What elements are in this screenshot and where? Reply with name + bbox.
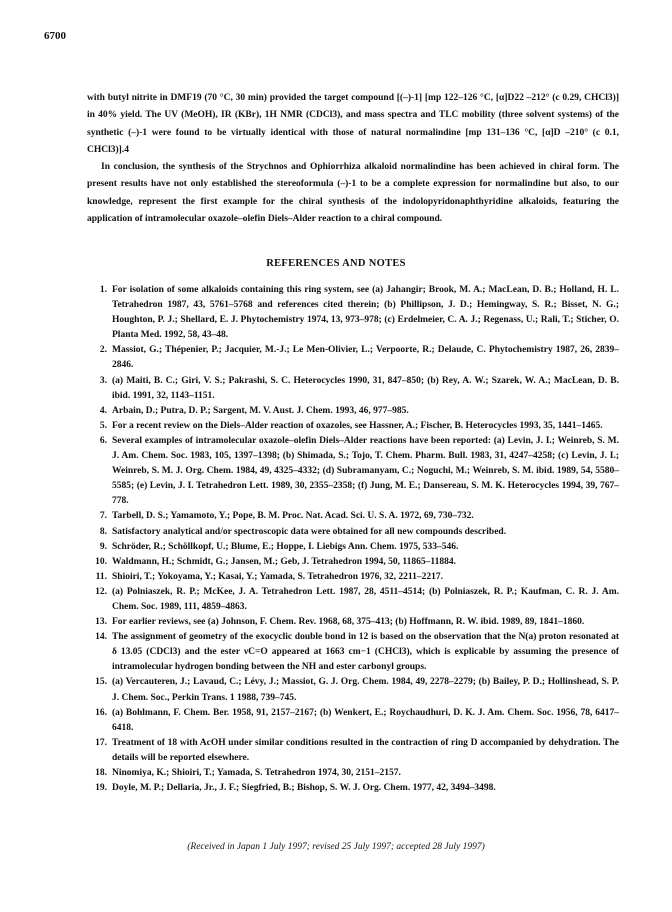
reference-text: Arbain, D.; Putra, D. P.; Sargent, M. V. Aust. J. Chem. 1993, 46, 977–985.: [112, 405, 409, 416]
reference-number: 13.: [95, 617, 107, 628]
reference-text: (a) Bohlmann, F. Chem. Ber. 1958, 91, 2157–2167; (b) Wenkert, E.; Roychaudhuri, D. K. J. Am. Chem. Soc. 1956, 78, 6417–6418.: [112, 707, 619, 733]
reference-item: [87, 374, 619, 404]
reference-number: 12.: [95, 586, 107, 597]
reference-item: [87, 736, 619, 766]
reference-item: [87, 525, 619, 540]
reference-item: [87, 404, 619, 419]
reference-item: [87, 434, 619, 509]
body-text: [87, 90, 619, 228]
reference-text: (a) Maiti, B. C.; Giri, V. S.; Pakrashi, S. C. Heterocycles 1990, 31, 847–850; (b) Rey, A. W.; Szarek, W. A.; MacLean, D. B. ibid. 1991, 32, 1143–1151.: [112, 375, 619, 401]
reference-text: (a) Vercauteren, J.; Lavaud, C.; Lévy, J.; Massiot, G. J. Org. Chem. 1984, 49, 2278–2279; (b) Bailey, P. D.; Hollinshead, S. P. J. Chem. Soc., Perkin Trans. 1 1988, 739–745.: [112, 677, 619, 703]
reference-number: 19.: [95, 783, 107, 794]
reference-number: 2.: [99, 345, 107, 356]
reference-number: 6.: [99, 435, 107, 446]
paragraph-2: In conclusion, the synthesis of the Strychnos and Ophiorrhiza alkaloid normalindine has been achieved in chiral form. The present results have not only established the stereoformula (–)-1 to be a complete expression for normalindine but also, to our knowledge, represent the first example for the chiral synthesis of the indolopyridonaphthyridine alkaloids, featuring the application of intramolecular oxazole–olefin Diels–Alder reaction to a chiral compound.: [87, 162, 619, 225]
reference-item: [87, 630, 619, 675]
references-list: [87, 283, 619, 796]
reference-text: Satisfactory analytical and/or spectroscopic data were obtained for all new compounds described.: [112, 526, 507, 537]
reference-number: 5.: [99, 420, 107, 431]
reference-text: Doyle, M. P.; Dellaria, Jr., J. F.; Siegfried, B.; Bishop, S. W. J. Org. Chem. 1977, 42, 3494–3498.: [112, 783, 496, 794]
reference-text: (a) Polniaszek, R. P.; McKee, J. A. Tetrahedron Lett. 1987, 28, 4511–4514; (b) Polniaszek, R. P.; Kaufman, C. R. J. Am. Chem. Soc. 1989, 111, 4859–4863.: [112, 586, 619, 612]
reference-text: Several examples of intramolecular oxazole–olefin Diels–Alder reactions have been reported: (a) Levin, J. I.; Weinreb, S. M. J. Am. Chem. Soc. 1983, 105, 1397–1398; (b) Shimada, S.; Tojo, T. Chem. Pharm. Bull. 1983, 31, 4247–4258; (c) Levin, J. I.; Weinreb, S. M. J. Org. Chem. 1984, 49, 4325–4332; (d) Subramanyam, C.; Noguchi, M.; Weinreb, S. M. ibid. 1989, 54, 5580–5585; (e) Levin, J. I. Tetrahedron Lett. 1989, 30, 2355–2358; (f) Jung, M. E.; Dansereau, S. M. K. Heterocycles 1994, 39, 767–778.: [112, 435, 619, 507]
reference-text: Treatment of 18 with AcOH under similar conditions resulted in the contraction of ring D accompanied by dehydration. The details will be reported elsewhere.: [112, 737, 619, 763]
reference-text: Tarbell, D. S.; Yamamoto, Y.; Pope, B. M. Proc. Nat. Acad. Sci. U. S. A. 1972, 69, 730–732.: [112, 511, 474, 522]
reference-item: [87, 585, 619, 615]
reference-number: 10.: [95, 556, 107, 567]
reference-item: [87, 509, 619, 524]
reference-item: [87, 540, 619, 555]
reference-number: 16.: [95, 707, 107, 718]
reference-number: 11.: [95, 571, 107, 582]
reference-text: Ninomiya, K.; Shioiri, T.; Yamada, S. Tetrahedron 1974, 30, 2151–2157.: [112, 768, 401, 778]
received-note: (Received in Japan 1 July 1997; revised 25 July 1997; accepted 28 July 1997): [187, 842, 485, 852]
reference-text: Waldmann, H.; Schmidt, G.; Jansen, M.; Geb, J. Tetrahedron 1994, 50, 11865–11884.: [112, 556, 456, 567]
reference-number: 1.: [99, 285, 107, 295]
reference-number: 15.: [95, 677, 107, 688]
reference-item: [87, 555, 619, 570]
reference-number: 8.: [99, 526, 107, 537]
reference-item: [87, 766, 619, 781]
reference-number: 9.: [99, 541, 107, 552]
reference-item: [87, 283, 619, 343]
reference-text: The assignment of geometry of the exocyclic double bond in 12 is based on the observation that the N(a) proton resonated at δ 13.05 (CDCl3) and the ester νC=O appeared at 1663 cm−1 (CHCl3), which is explicable by assuming the presence of intramolecular hydrogen bonding between the NH and ester carbonyl groups.: [112, 632, 619, 673]
reference-item: [87, 419, 619, 434]
reference-text: For earlier reviews, see (a) Johnson, F. Chem. Rev. 1968, 68, 375–413; (b) Hoffmann, R. W. ibid. 1989, 89, 1841–1860.: [112, 617, 585, 628]
page-number: 6700: [44, 30, 66, 42]
reference-item: [87, 706, 619, 736]
references-heading: REFERENCES AND NOTES: [266, 258, 406, 269]
reference-number: 7.: [99, 511, 107, 522]
reference-number: 17.: [95, 737, 107, 748]
reference-text: Massiot, G.; Thépenier, P.; Jacquier, M.-J.; Le Men-Olivier, L.; Verpoorte, R.; Delaude, C. Phytochemistry 1987, 26, 2839–2846.: [112, 345, 619, 371]
reference-item: [87, 781, 619, 796]
reference-item: [87, 615, 619, 630]
reference-number: 4.: [99, 405, 107, 416]
reference-text: Shioiri, T.; Yokoyama, Y.; Kasai, Y.; Yamada, S. Tetrahedron 1976, 32, 2211–2217.: [112, 571, 443, 582]
reference-item: [87, 343, 619, 373]
reference-number: 3.: [99, 375, 107, 386]
reference-text: For isolation of some alkaloids containing this ring system, see (a) Jahangir; Brook, M. A.; MacLean, D. B.; Holland, H. L. Tetrahedron 1987, 43, 5761–5768 and references cited therein; (b) Phillipson, J. D.; Hemingway, S. R.; Bisset, N. G.; Houghton, P. J.; Shellard, E. J. Phytochemistry 1974, 13, 973–978; (c) Erdelmeier, C. A. J.; Regenass, U.; Rali, T.; Sticher, O. Planta Med. 1992, 58, 43–48.: [112, 285, 619, 341]
reference-number: 18.: [95, 768, 107, 778]
paragraph-1: with butyl nitrite in DMF19 (70 °C, 30 min) provided the target compound [(–)-1] [mp 122–126 °C, [α]D22 –212° (c 0.29, CHCl3)] in 40% yield. The UV (MeOH), IR (KBr), 1H NMR (CDCl3), and mass spectra and TLC mobility (three solvent systems) of the synthetic (–)-1 were found to be virtually identical with those of natural normalindine [mp 131–136 °C, [α]D –210° (c 0.1, CHCl3)].4: [87, 93, 619, 155]
reference-item: [87, 675, 619, 705]
reference-number: 14.: [95, 632, 107, 643]
reference-text: Schröder, R.; Schöllkopf, U.; Blume, E.; Hoppe, I. Liebigs Ann. Chem. 1975, 533–546.: [112, 541, 459, 552]
reference-text: For a recent review on the Diels–Alder reaction of oxazoles, see Hassner, A.; Fischer, B. Heterocycles 1993, 35, 1441–1465.: [112, 420, 603, 431]
reference-item: [87, 570, 619, 585]
